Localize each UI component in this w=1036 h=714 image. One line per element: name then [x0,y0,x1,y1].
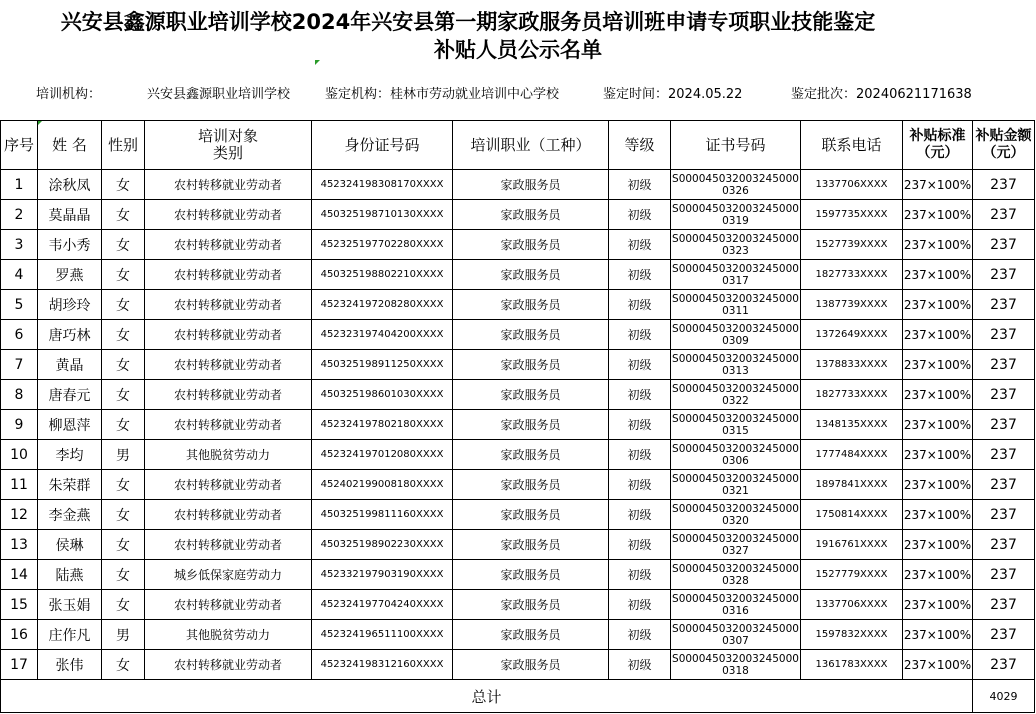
table-row [1,200,1035,230]
cell-phone: 1777484XXXX [801,440,903,470]
table-row [1,230,1035,260]
header-no: 序号 [1,121,38,170]
cell-level: 初级 [609,470,671,500]
cell-cert: S0000450320032450000321 [671,470,801,500]
cell-std: 237×100% [903,620,973,650]
cell-category: 农村转移就业劳动者 [145,380,312,410]
appraisal-batch: 鉴定批次：20240621171638 [791,87,972,102]
cell-amount: 237 [973,260,1035,290]
cell-gender: 女 [102,320,145,350]
cell-phone: 1361783XXXX [801,650,903,680]
cell-amount: 237 [973,290,1035,320]
cell-amount: 237 [973,650,1035,680]
cell-occupation: 家政服务员 [453,410,609,440]
cell-category: 农村转移就业劳动者 [145,350,312,380]
cell-cert: S0000450320032450000316 [671,590,801,620]
cell-occupation: 家政服务员 [453,620,609,650]
cell-gender: 女 [102,170,145,200]
cell-gender: 女 [102,650,145,680]
cell-name: 张玉娟 [38,590,102,620]
header-level: 等级 [609,121,671,170]
cell-id: 452325197702280XXXX [312,230,453,260]
header-name: 姓 名 [38,121,102,170]
cell-id: 452402199008180XXXX [312,470,453,500]
page-title-line1: 兴安县鑫源职业培训学校2024年兴安县第一期家政服务员培训班申请专项职业技能鉴定 [60,10,876,34]
header-id: 身份证号码 [312,121,453,170]
cell-cert: S0000450320032450000315 [671,410,801,440]
cell-no: 16 [1,620,38,650]
cell-cert: S0000450320032450000322 [671,380,801,410]
cell-id: 450325198601030XXXX [312,380,453,410]
cell-level: 初级 [609,230,671,260]
table-row [1,350,1035,380]
cell-phone: 1750814XXXX [801,500,903,530]
cell-name: 韦小秀 [38,230,102,260]
cell-level: 初级 [609,650,671,680]
cell-id: 452324198308170XXXX [312,170,453,200]
cell-std: 237×100% [903,320,973,350]
table-row [1,380,1035,410]
cell-std: 237×100% [903,380,973,410]
cell-cert: S0000450320032450000327 [671,530,801,560]
cell-occupation: 家政服务员 [453,440,609,470]
cell-occupation: 家政服务员 [453,590,609,620]
cell-std: 237×100% [903,290,973,320]
cell-name: 侯琳 [38,530,102,560]
cell-occupation: 家政服务员 [453,560,609,590]
cell-std: 237×100% [903,230,973,260]
cell-std: 237×100% [903,200,973,230]
cell-phone: 1897841XXXX [801,470,903,500]
total-label: 总计 [1,680,973,713]
cell-level: 初级 [609,410,671,440]
cell-phone: 1597735XXXX [801,200,903,230]
cell-amount: 237 [973,380,1035,410]
cell-gender: 女 [102,380,145,410]
cell-name: 涂秋凤 [38,170,102,200]
table-row [1,500,1035,530]
cell-category: 农村转移就业劳动者 [145,170,312,200]
cell-level: 初级 [609,200,671,230]
cell-category: 农村转移就业劳动者 [145,410,312,440]
cell-no: 8 [1,380,38,410]
cell-std: 237×100% [903,260,973,290]
cell-occupation: 家政服务员 [453,500,609,530]
cell-level: 初级 [609,320,671,350]
table-row [1,590,1035,620]
cell-level: 初级 [609,530,671,560]
cell-amount: 237 [973,170,1035,200]
cell-level: 初级 [609,380,671,410]
cell-no: 13 [1,530,38,560]
cell-phone: 1348135XXXX [801,410,903,440]
cell-amount: 237 [973,590,1035,620]
cell-occupation: 家政服务员 [453,470,609,500]
cell-occupation: 家政服务员 [453,530,609,560]
table-row [1,410,1035,440]
cell-std: 237×100% [903,350,973,380]
cell-occupation: 家政服务员 [453,230,609,260]
table-row [1,290,1035,320]
cell-no: 5 [1,290,38,320]
cell-cert: S0000450320032450000326 [671,170,801,200]
cell-no: 9 [1,410,38,440]
cell-category: 其他脱贫劳动力 [145,440,312,470]
cell-cert: S0000450320032450000323 [671,230,801,260]
cell-id: 452332197903190XXXX [312,560,453,590]
table-row [1,650,1035,680]
cell-no: 3 [1,230,38,260]
cell-amount: 237 [973,500,1035,530]
cell-amount: 237 [973,320,1035,350]
cell-id: 450325198710130XXXX [312,200,453,230]
cell-gender: 女 [102,590,145,620]
cell-std: 237×100% [903,590,973,620]
cell-occupation: 家政服务员 [453,380,609,410]
cell-category: 农村转移就业劳动者 [145,260,312,290]
cell-level: 初级 [609,560,671,590]
cell-gender: 女 [102,470,145,500]
page-title-line2: 补贴人员公示名单 [434,38,602,62]
total-value: 4029 [973,680,1035,713]
cell-amount: 237 [973,350,1035,380]
cell-std: 237×100% [903,530,973,560]
cell-level: 初级 [609,620,671,650]
header-phone: 联系电话 [801,121,903,170]
header-occupation: 培训职业（工种） [453,121,609,170]
cell-amount: 237 [973,230,1035,260]
cell-category: 农村转移就业劳动者 [145,320,312,350]
table-header-row [1,121,1035,170]
cell-name: 李金燕 [38,500,102,530]
appraisal-time: 鉴定时间：2024.05.22 [603,87,743,102]
cell-name: 陆燕 [38,560,102,590]
cell-gender: 女 [102,260,145,290]
cell-level: 初级 [609,500,671,530]
cell-no: 10 [1,440,38,470]
cell-cert: S0000450320032450000309 [671,320,801,350]
cell-id: 452324197704240XXXX [312,590,453,620]
cell-level: 初级 [609,590,671,620]
cell-name: 罗燕 [38,260,102,290]
cell-phone: 1827733XXXX [801,260,903,290]
cell-phone: 1597832XXXX [801,620,903,650]
cell-amount: 237 [973,440,1035,470]
cell-phone: 1916761XXXX [801,530,903,560]
cell-id: 452324197208280XXXX [312,290,453,320]
header-amount: 补贴金额（元） [973,121,1035,170]
cell-occupation: 家政服务员 [453,650,609,680]
cell-cert: S0000450320032450000311 [671,290,801,320]
cell-category: 农村转移就业劳动者 [145,200,312,230]
header-category: 培训对象类别 [145,121,312,170]
cell-std: 237×100% [903,500,973,530]
cell-name: 李均 [38,440,102,470]
cell-gender: 女 [102,200,145,230]
table-row [1,560,1035,590]
cell-cert: S0000450320032450000318 [671,650,801,680]
header-gender: 性别 [102,121,145,170]
total-row [1,680,1035,713]
cell-marker-icon [315,60,320,65]
cell-cert: S0000450320032450000317 [671,260,801,290]
table-row [1,620,1035,650]
table-row [1,470,1035,500]
cell-id: 452324198312160XXXX [312,650,453,680]
cell-no: 12 [1,500,38,530]
cell-name: 莫晶晶 [38,200,102,230]
cell-cert: S0000450320032450000319 [671,200,801,230]
cell-phone: 1827733XXXX [801,380,903,410]
cell-name: 唐春元 [38,380,102,410]
table-row [1,440,1035,470]
cell-id: 450325198902230XXXX [312,530,453,560]
subsidy-table [0,120,1035,713]
cell-name: 黄晶 [38,350,102,380]
cell-gender: 男 [102,440,145,470]
cell-id: 452324196511100XXXX [312,620,453,650]
cell-name: 胡珍玲 [38,290,102,320]
table-row [1,170,1035,200]
cell-std: 237×100% [903,650,973,680]
cell-category: 农村转移就业劳动者 [145,530,312,560]
cell-level: 初级 [609,170,671,200]
cell-cert: S0000450320032450000307 [671,620,801,650]
cell-no: 1 [1,170,38,200]
cell-cert: S0000450320032450000306 [671,440,801,470]
cell-name: 庄作凡 [38,620,102,650]
meta-line [0,83,1036,101]
cell-gender: 女 [102,350,145,380]
cell-amount: 237 [973,560,1035,590]
cell-no: 4 [1,260,38,290]
cell-cert: S0000450320032450000313 [671,350,801,380]
cell-name: 张伟 [38,650,102,680]
cell-level: 初级 [609,290,671,320]
cell-no: 15 [1,590,38,620]
cell-phone: 1527739XXXX [801,230,903,260]
cell-amount: 237 [973,470,1035,500]
cell-gender: 女 [102,410,145,440]
cell-phone: 1387739XXXX [801,290,903,320]
cell-phone: 1372649XXXX [801,320,903,350]
cell-category: 农村转移就业劳动者 [145,590,312,620]
cell-std: 237×100% [903,560,973,590]
cell-no: 7 [1,350,38,380]
cell-gender: 女 [102,230,145,260]
cell-no: 2 [1,200,38,230]
cell-level: 初级 [609,350,671,380]
cell-cert: S0000450320032450000328 [671,560,801,590]
cell-no: 11 [1,470,38,500]
training-org-value: 兴安县鑫源职业培训学校 [147,87,291,102]
cell-no: 17 [1,650,38,680]
table-row [1,260,1035,290]
cell-id: 452324197012080XXXX [312,440,453,470]
cell-id: 452323197404200XXXX [312,320,453,350]
cell-gender: 女 [102,560,145,590]
cell-category: 农村转移就业劳动者 [145,470,312,500]
cell-gender: 女 [102,500,145,530]
cell-level: 初级 [609,440,671,470]
cell-occupation: 家政服务员 [453,170,609,200]
cell-category: 其他脱贫劳动力 [145,620,312,650]
cell-amount: 237 [973,530,1035,560]
cell-gender: 女 [102,290,145,320]
cell-no: 6 [1,320,38,350]
table-row [1,530,1035,560]
cell-amount: 237 [973,620,1035,650]
cell-category: 城乡低保家庭劳动力 [145,560,312,590]
header-cert: 证书号码 [671,121,801,170]
cell-phone: 1337706XXXX [801,170,903,200]
cell-id: 452324197802180XXXX [312,410,453,440]
cell-category: 农村转移就业劳动者 [145,230,312,260]
cell-occupation: 家政服务员 [453,290,609,320]
cell-phone: 1378833XXXX [801,350,903,380]
cell-name: 朱荣群 [38,470,102,500]
header-std: 补贴标准（元） [903,121,973,170]
cell-category: 农村转移就业劳动者 [145,650,312,680]
cell-amount: 237 [973,200,1035,230]
cell-occupation: 家政服务员 [453,320,609,350]
cell-occupation: 家政服务员 [453,200,609,230]
cell-id: 450325198802210XXXX [312,260,453,290]
cell-level: 初级 [609,260,671,290]
cell-amount: 237 [973,410,1035,440]
cell-gender: 男 [102,620,145,650]
cell-std: 237×100% [903,170,973,200]
cell-name: 柳恩萍 [38,410,102,440]
cell-id: 450325198911250XXXX [312,350,453,380]
cell-occupation: 家政服务员 [453,260,609,290]
cell-category: 农村转移就业劳动者 [145,290,312,320]
cell-no: 14 [1,560,38,590]
cell-std: 237×100% [903,410,973,440]
cell-std: 237×100% [903,470,973,500]
appraisal-org: 鉴定机构：桂林市劳动就业培训中心学校 [325,87,560,102]
cell-category: 农村转移就业劳动者 [145,500,312,530]
cell-phone: 1527779XXXX [801,560,903,590]
cell-id: 450325199811160XXXX [312,500,453,530]
cell-phone: 1337706XXXX [801,590,903,620]
table-row [1,320,1035,350]
training-org-label: 培训机构： [36,87,102,102]
cell-name: 唐巧林 [38,320,102,350]
cell-cert: S0000450320032450000320 [671,500,801,530]
cell-gender: 女 [102,530,145,560]
cell-occupation: 家政服务员 [453,350,609,380]
cell-std: 237×100% [903,440,973,470]
